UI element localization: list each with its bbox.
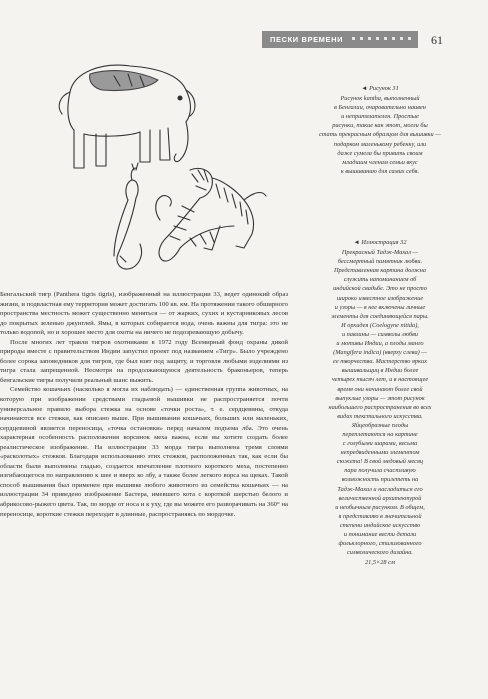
caption-2-line: величественной архитектурой — [338, 494, 422, 502]
page-number: 61 — [431, 33, 443, 47]
caption-2-line: сюжета! В свой медовый месяц — [336, 458, 424, 466]
caption-2-line: И орхидея (Coelogyne nitida), — [341, 321, 419, 329]
body-paragraph: После многих лет травли тигров охотниками в 1972 году Всемирный фонд охраны дикой природы вместе с правительством Индии запустил проект под названием «Тигр». Было учреждено более сорока заповедников для тигров, где был взят под защиту, и торговля любыми изделиями из тигра стала запрещенной. Несмотря на продолжающуюся деятельность браконьеров, теперь бенгальские тигры получили реальный шанс выжить. — [0, 338, 288, 384]
caption-2-line: время они начинают более свой — [337, 385, 423, 393]
caption-2-line: бессмертный памятник любви. — [337, 258, 423, 266]
caption-2-line: видах текстильного искусства. — [337, 412, 423, 420]
caption-2-line: Тадж-Махал и насладиться его — [337, 485, 423, 493]
caption-2-line: непредвиденными элементом — [340, 449, 420, 457]
caption-2-line: служить напоминанием об — [343, 276, 417, 284]
caption-2-line: Представленная картина должна — [333, 267, 426, 275]
caption-2-line: и узоры — в нее включены личные — [334, 303, 426, 311]
body-paragraph: Семейство кошачьих (насколько я могла их наблюдать) — единственная группа животных, на которую при изображении средствами гладьевой вышивки не распространяется почти универсальное правило выбора стежка на основе «точки роста», т. е. сердцевины, откуда начинаются все стежки, как описано выше. При вышивании кошачьих, больших или маленьких, сердцевиной является переносица, «точка остановки» перед началом подъема лба. Это очень характерная особенность расположения ворсинок меха важна, если вы хотите создать более реалистическое изображение. На иллюстрации 33 морда тигра выполнена тремя слоями «расколотых» стежков. Благодаря использованию этих стежков, расположенных так, как если бы области были выполнены гладью, создается впечатление плотного короткого меха, постепенно изгибающегося по направлению к шее и вверх ко лбу, а также более легкого ворса на щеках. Такой способ вышивания был применен при вышивке любого животного из семейства кошачьих — на иллюстрации 34 приведено изображение Бастера, имевшего кота с короткой шерстью белого и абрикосово-рыжего цвета. Так, по морде от носа и к уху, где вы можете его разворачивать на 360° на переносице, короткие стежки переходят в длинные, распространяясь по мордочке. — [0, 386, 288, 518]
caption-2-line: выпуклые узоры — этот рисунок — [335, 394, 425, 402]
caption-2-line: (Mangifera indica) (вверху слева) — — [333, 349, 427, 357]
body-paragraph: Бенгальский тигр (Panthera tigris tigris), изображенный на иллюстрации 33, ведет одинокий образ жизни, и подвластная ему территория может достигать 100 кв. км. На протяжении такого обширного пространства местность может существенно меняться — от жарких, сухих и кустарниковых лесов до покрытых зеленью джунглей. Ямы, в которых собирается вода, очень важны для тигра: это не только водопой, но и хорошее место для охоты на ничего не подозревающую добычу. — [0, 291, 288, 337]
caption-2-line: Прекрасный Тадж-Махал — — [341, 249, 419, 257]
running-header-title: ПЕСКИ ВРЕМЕНИ — [270, 35, 344, 44]
caption-2-line: возможность прилететь на — [341, 476, 419, 484]
tiger-drawing — [156, 168, 266, 261]
caption-2-line: наибольшего распространения во всех — [328, 403, 432, 411]
caption-2-line: и мотивы Индии, а плоды манго — [336, 340, 424, 348]
caption-2-line: и понимание вести детали — [343, 531, 417, 538]
caption-1-line: рисунки, такие как этот, могли бы — [332, 122, 428, 130]
caption-2-line: Яйцеобразные плоды — [351, 421, 409, 429]
caption-2-line: с голубыми шарами, весьма — [342, 440, 418, 448]
caption-2-line: вышивальщиц в Индии более — [341, 367, 419, 375]
caption-2-line: четырех тысяч лет, и в настоящее — [331, 376, 429, 384]
header-dots-ornament — [352, 37, 411, 40]
caption-2-line: и необычным рисунком. В общем, — [335, 503, 425, 511]
caption-2-line: элементы для соединяющейся пары. — [331, 312, 429, 320]
kantha-drawing-illustration — [40, 50, 270, 285]
caption-2-title: ◄ Иллюстрация 32 — [353, 239, 407, 246]
caption-1-title: ◄ Рисунок 31 — [361, 85, 399, 92]
caption-1-line: к вышиванию для самих себя. — [340, 167, 420, 175]
caption-2-line: индийской свадьбе. Это не просто — [333, 285, 427, 293]
body-text-column — [0, 290, 288, 519]
caption-figure-31 — [300, 84, 460, 176]
caption-2-line: пара получила счастливую — [344, 467, 416, 475]
caption-1-line: стать прекрасным образцом для вышивки — — [319, 131, 441, 139]
caption-2-line: степени индийское искусство — [339, 521, 421, 529]
caption-illustration-32 — [300, 238, 460, 567]
peacock-drawing — [114, 163, 142, 269]
caption-2-line: фольклорного, стилизованного — [338, 540, 422, 548]
caption-2-line: и павлины — символы любви — [341, 330, 419, 338]
caption-2-line: переплетаются на картине — [342, 430, 418, 438]
caption-1-line: Рисунок kantha, выполненный — [340, 95, 420, 103]
caption-1-line: в Бенгалии, очаровательно наивен — [334, 104, 426, 112]
caption-1-line: даже сумела бы привить своим — [337, 149, 423, 157]
caption-2-line: ее творчества. Мастерство ярких — [333, 358, 427, 366]
caption-2-line: символического дизайна. — [347, 549, 413, 557]
elephant-drawing — [59, 65, 195, 168]
caption-2-dimensions: 21,5×28 см — [365, 559, 395, 567]
caption-1-line: младшим членам семьи вкус — [342, 158, 418, 166]
caption-1-line: и непритязателен. Простые — [341, 113, 419, 121]
caption-1-line: подарком маленькому ребенку, или — [333, 140, 427, 148]
caption-2-line: широко известное изображение — [336, 294, 424, 302]
caption-2-line: я представляю в значительной — [338, 512, 422, 520]
